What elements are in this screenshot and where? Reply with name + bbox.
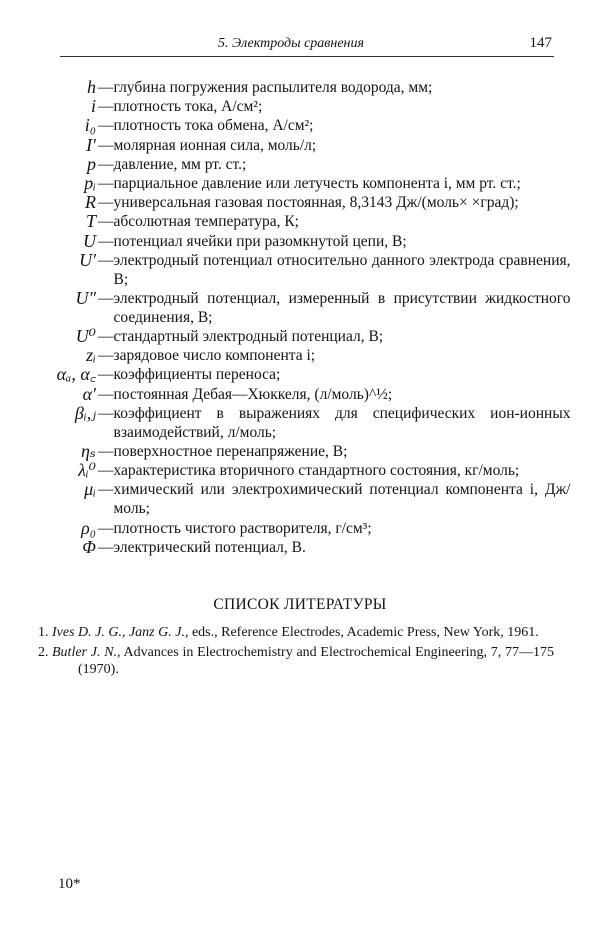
definition-text: электродный потенциал относительно данного электрода сравнения, В; xyxy=(113,251,571,288)
definition-symbol: U″ xyxy=(75,287,96,308)
running-title: 5. Электроды сравнения xyxy=(218,36,364,51)
definition-dash: — xyxy=(98,155,114,173)
definition-text: стандартный электродный потенциал, В; xyxy=(113,328,384,346)
definition-dash: — xyxy=(98,328,114,346)
definition-dash: — xyxy=(98,98,114,116)
references-heading: СПИСОК ЛИТЕРАТУРЫ xyxy=(213,596,387,613)
reference-number: 2. xyxy=(38,645,49,660)
definition-dash: — xyxy=(98,232,114,250)
definition-text: молярная ионная сила, моль/л; xyxy=(113,136,317,154)
definition-dash: — xyxy=(98,519,114,537)
definition-dash: — xyxy=(98,136,114,154)
running-header xyxy=(60,34,554,57)
notation-list xyxy=(0,78,600,557)
definition-dash: — xyxy=(98,385,114,403)
reference-item xyxy=(38,624,554,641)
definition-text: абсолютная температура, К; xyxy=(113,213,299,231)
definition-dash: — xyxy=(98,251,114,269)
definition-text: коэффициенты переноса; xyxy=(113,366,281,384)
definition-item xyxy=(0,155,600,174)
definition-item xyxy=(0,538,600,557)
definition-dash: — xyxy=(98,347,114,365)
definition-item xyxy=(0,461,600,480)
definition-text: коэффициент в выражениях для специфических ион-ионных взаимодействий, л/моль; xyxy=(113,404,571,441)
definition-dash: — xyxy=(98,481,114,499)
definition-dash: — xyxy=(98,79,114,96)
definition-text: плотность чистого растворителя, г/см³; xyxy=(113,519,372,537)
definition-item xyxy=(0,193,600,212)
definition-text: плотность тока обмена, А/см²; xyxy=(113,117,314,135)
definition-symbol: zᵢ xyxy=(86,345,96,366)
definition-text: химический или электрохимический потенциал компонента i, Дж/моль; xyxy=(113,481,571,518)
definition-item xyxy=(0,327,600,346)
definition-text: потенциал ячейки при разомкнутой цепи, В; xyxy=(113,232,407,250)
definition-symbol: pᵢ xyxy=(84,172,96,193)
definition-item xyxy=(0,480,600,518)
reference-number: 1. xyxy=(38,625,49,640)
definition-symbol: βᵢ,ⱼ xyxy=(74,402,96,423)
definition-dash: — xyxy=(98,117,114,135)
signature-mark: 10* xyxy=(58,876,81,892)
definition-symbol: α′ xyxy=(82,383,96,404)
definition-symbol: Φ xyxy=(82,536,96,557)
definition-text: характеристика вторичного стандартного состояния, кг/моль; xyxy=(113,462,520,480)
reference-authors: Butler J. N., xyxy=(52,645,121,660)
page-number: 147 xyxy=(529,35,552,51)
definition-symbol: μᵢ xyxy=(84,479,96,500)
definition-item xyxy=(0,519,600,538)
definition-symbol: i₀ xyxy=(84,115,96,136)
definition-dash: — xyxy=(98,366,114,384)
definition-text: электрический потенциал, В. xyxy=(113,538,306,556)
definition-text: глубина погружения распылителя водорода, мм; xyxy=(113,79,433,96)
definition-text: постоянная Дебая—Хюккеля, (л/моль)^½; xyxy=(113,385,393,403)
definition-symbol: R xyxy=(85,192,96,213)
definition-item xyxy=(0,385,600,404)
definition-symbol: λᵢ⁰ xyxy=(78,460,96,481)
definition-symbol: ηₛ xyxy=(81,441,96,461)
definition-item xyxy=(0,251,600,289)
definition-symbol: ρ₀ xyxy=(81,517,96,538)
definition-text: плотность тока, А/см²; xyxy=(113,98,263,116)
definition-symbol: αₐ, α꜀ xyxy=(56,364,96,385)
definition-symbol: p xyxy=(87,153,96,174)
definition-dash: — xyxy=(98,443,114,460)
definition-item xyxy=(0,289,600,327)
definition-item xyxy=(0,78,600,97)
reference-text: eds., Reference Electrodes, Academic Press, New York, 1961. xyxy=(188,625,539,640)
definition-item xyxy=(0,212,600,231)
definition-text: зарядовое число компонента i; xyxy=(113,347,316,365)
definition-dash: — xyxy=(98,289,114,307)
definition-item xyxy=(0,442,600,461)
definition-dash: — xyxy=(98,404,114,422)
definition-dash: — xyxy=(98,194,114,212)
definition-symbol: U xyxy=(83,230,96,251)
definition-item xyxy=(0,116,600,135)
definition-text: поверхностное перенапряжение, В; xyxy=(113,443,348,460)
definition-item xyxy=(0,346,600,365)
definition-dash: — xyxy=(98,462,114,480)
definition-symbol: i xyxy=(90,96,96,117)
definition-dash: — xyxy=(98,213,114,231)
definition-item xyxy=(0,97,600,116)
definition-text: давление, мм рт. ст.; xyxy=(113,155,247,173)
definition-text: электродный потенциал, измеренный в присутствии жидкостного соединения, В; xyxy=(113,289,571,326)
definition-item xyxy=(0,136,600,155)
definition-symbol: I′ xyxy=(86,134,96,155)
definition-item xyxy=(0,365,600,384)
definition-item xyxy=(0,404,600,442)
definition-dash: — xyxy=(98,174,114,192)
definition-item xyxy=(0,232,600,251)
definition-symbol: T xyxy=(85,211,96,232)
definition-symbol: U⁰ xyxy=(75,326,96,347)
definition-item xyxy=(0,174,600,193)
reference-authors: Ives D. J. G., Janz G. J., xyxy=(52,625,189,640)
definition-text: парциальное давление или летучесть компонента i, мм рт. ст.; xyxy=(113,174,521,192)
definition-symbol: U′ xyxy=(79,249,96,270)
reference-text: Advances in Electrochemistry and Electrochemical Engineering, 7, 77—175 (1970). xyxy=(78,645,554,677)
definition-symbol: h xyxy=(87,77,96,97)
reference-list xyxy=(38,624,554,681)
reference-item xyxy=(38,644,554,678)
definition-text: универсальная газовая постоянная, 8,3143 Дж/(моль× ×град); xyxy=(113,194,519,212)
definition-dash: — xyxy=(98,538,114,556)
